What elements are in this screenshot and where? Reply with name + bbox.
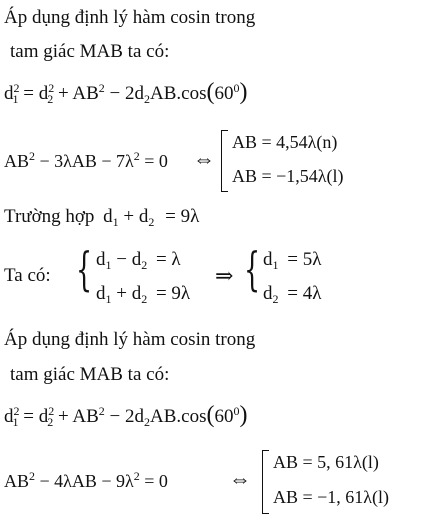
- b2-degree-sup: 0: [233, 404, 240, 418]
- eq1-d1: d: [96, 249, 106, 270]
- eq1-rhs: = λ: [151, 249, 181, 270]
- res1-d: d: [263, 249, 273, 270]
- eq1-op: − d: [111, 249, 142, 270]
- b2-d1-symbol: d: [4, 406, 14, 427]
- paren-open: (: [206, 79, 215, 105]
- case-d1-sub: 1: [112, 215, 119, 229]
- b2-d1-sub: 1: [12, 415, 19, 429]
- d1-symbol: d: [4, 83, 14, 104]
- case-plus: + d: [118, 206, 149, 227]
- b2-ab-cos: AB.cos: [150, 406, 207, 427]
- case-d2-sub: 2: [148, 215, 155, 229]
- root-1: AB = 4,54λ(n): [232, 132, 338, 152]
- ta-co-label: Ta có:: [4, 265, 51, 286]
- b2-d2-sup: 2: [48, 404, 55, 418]
- eq1-d1-sub: 1: [105, 258, 112, 272]
- d1-sup: 2: [13, 81, 20, 95]
- system-brace-left: {: [76, 242, 93, 296]
- system-eq-2: [96, 284, 190, 305]
- equiv-arrow-2: ⇔: [229, 466, 251, 491]
- d2-sup: 2: [48, 81, 55, 95]
- angle: 60: [214, 83, 234, 104]
- eq-d2: = d: [18, 83, 49, 104]
- b2-paren-open: (: [206, 402, 215, 428]
- intro2-line-2: tam giác MAB ta có:: [10, 364, 170, 385]
- result-1: [263, 250, 321, 271]
- quad-ab-sup: 2: [29, 149, 36, 163]
- case-label: Trường hợp: [4, 206, 100, 227]
- paren-close: ): [239, 79, 248, 105]
- degree-sup: 0: [233, 81, 240, 95]
- ab-cos: AB.cos: [150, 83, 207, 104]
- b2-quad-ab: AB: [4, 471, 30, 491]
- res1-sub: 1: [272, 258, 279, 272]
- quad-ab: AB: [4, 151, 30, 171]
- b2-ab-sup: 2: [98, 404, 105, 418]
- b2-paren-close: ): [239, 402, 248, 428]
- b2-d2b-sub: 2: [144, 415, 150, 429]
- res1-rhs: = 5λ: [282, 249, 322, 270]
- intro-line-1: Áp dụng định lý hàm cosin trong: [4, 7, 256, 28]
- eq2-d2-sub: 2: [141, 292, 148, 306]
- result-brace: {: [244, 242, 261, 296]
- res2-d: d: [263, 283, 273, 304]
- ab-sup: 2: [98, 81, 105, 95]
- b2-quad-end: = 0: [139, 471, 168, 491]
- solution-bracket-2: [262, 450, 269, 514]
- b2-quad-ab-sup: 2: [29, 469, 36, 483]
- result-2: [263, 284, 321, 305]
- case-d1: d: [103, 206, 113, 227]
- eq2-rhs: = 9λ: [151, 283, 191, 304]
- b2-angle: 60: [214, 406, 234, 427]
- eq1-d2-sub: 2: [141, 258, 148, 272]
- b2-root-2: AB = −1, 61λ(l): [273, 487, 390, 507]
- eq2-op: + d: [111, 283, 142, 304]
- intro-line-2: tam giác MAB ta có:: [10, 41, 170, 62]
- b2-plus-ab: + AB: [53, 406, 99, 427]
- quad-end: = 0: [139, 151, 168, 171]
- d2b-sub: 2: [144, 92, 150, 106]
- quad-mid: − 3λAB − 7λ: [35, 151, 134, 171]
- b2-d2-sub: 2: [47, 415, 54, 429]
- implies-arrow: ⇒: [215, 263, 234, 288]
- res2-sub: 2: [272, 292, 279, 306]
- b2-eq-d2: = d: [18, 406, 49, 427]
- case-line: [4, 207, 199, 228]
- b2-d1-sup: 2: [13, 404, 20, 418]
- res2-rhs: = 4λ: [282, 283, 322, 304]
- quad-l-sup: 2: [133, 149, 140, 163]
- b2-minus-2d: − 2d: [104, 406, 144, 427]
- cosine-law-equation: [4, 80, 247, 105]
- eq2-d1-sub: 1: [105, 292, 112, 306]
- quadratic-equation-2: [4, 470, 168, 490]
- solution-bracket: [221, 130, 228, 192]
- b2-quad-mid: − 4λAB − 9λ: [35, 471, 134, 491]
- cosine-law-equation-2: [4, 403, 247, 428]
- root-2: AB = −1,54λ(l): [232, 166, 344, 186]
- intro2-line-1: Áp dụng định lý hàm cosin trong: [4, 329, 256, 350]
- d1-sub: 1: [12, 92, 19, 106]
- equiv-arrow: ⇔: [193, 146, 215, 171]
- minus-2d: − 2d: [104, 83, 144, 104]
- quadratic-equation: [4, 150, 168, 170]
- system-eq-1: [96, 250, 181, 271]
- case-eq: = 9λ: [160, 206, 200, 227]
- d2-sub: 2: [47, 92, 54, 106]
- b2-root-1: AB = 5, 61λ(l): [273, 452, 379, 472]
- plus-ab: + AB: [53, 83, 99, 104]
- eq2-d1: d: [96, 283, 106, 304]
- b2-quad-l-sup: 2: [133, 469, 140, 483]
